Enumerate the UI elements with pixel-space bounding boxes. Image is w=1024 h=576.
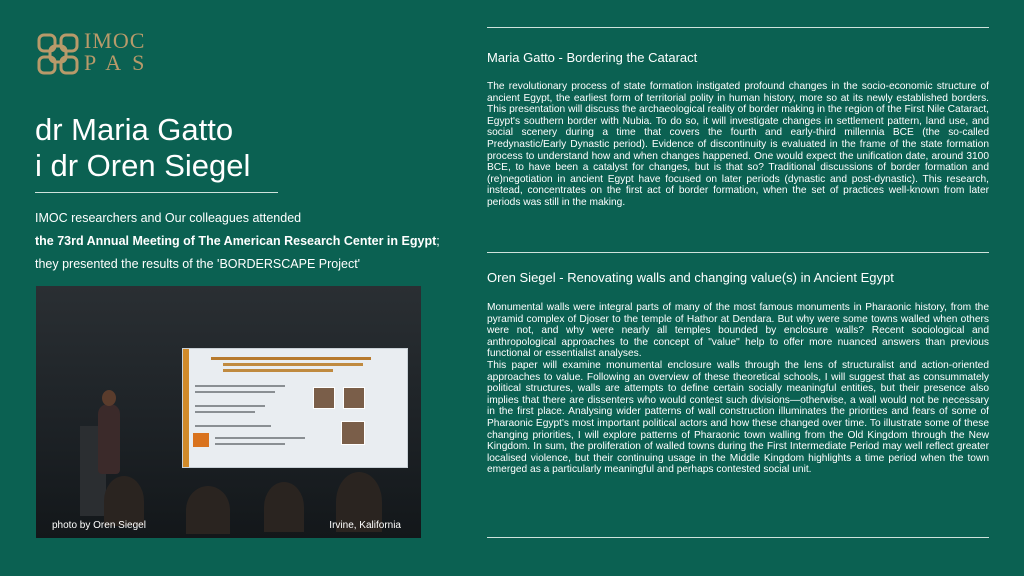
audience-head <box>264 482 304 532</box>
speaker-photo-3 <box>341 421 365 445</box>
section-2-paragraph-2: This paper will examine monumental enclosure walls through the lens of structuralist and action-oriented approaches to value. Following an overview of these theoretical schools, I will suggest that as consummately political structures, walls are attempts to define certain socially meaningful entities, but their presence also implies that there are dissenters who would contest such divisions—otherwise, a wall would not be necessary in the first place. Analysing wider patterns of wall construction illuminates the priorities and fears of some of Pharaonic Egypt's most important political actors and how these changed over time. To illustrate some of these changing priorities, I will explore patterns of Pharaonic town walling from the Old Kingdom through the New Kingdom. In sum, the proliferation of walled towns during the First Intermediate Period may well reflect greater localised violence, but their continuing usage in the Middle Kingdom highlights a time period when the town emerged as a particularly meaningful and perhaps contested social unit. <box>487 359 989 476</box>
intro-line-2-bold: the 73rd Annual Meeting of The American Research Center in Egypt <box>35 234 437 248</box>
conference-photo <box>36 286 421 538</box>
intro-line-1: IMOC researchers and Our colleagues attended <box>35 211 302 225</box>
middle-divider <box>487 252 989 253</box>
section-2-title: Oren Siegel - Renovating walls and changing value(s) in Ancient Egypt <box>487 270 894 285</box>
top-divider <box>487 27 989 28</box>
intro-text <box>35 207 465 276</box>
imoc-pas-logo <box>36 30 176 80</box>
speaker-photo-1 <box>313 387 335 409</box>
photo-credit: photo by Oren Siegel <box>52 520 146 531</box>
section-1-title: Maria Gatto - Bordering the Cataract <box>487 50 698 65</box>
audience-head <box>186 486 230 534</box>
section-2-abstract <box>487 302 989 476</box>
section-1-abstract <box>487 81 989 209</box>
presenters-heading <box>35 112 285 184</box>
presenter-name-2: i dr Oren Siegel <box>35 148 251 183</box>
logo-line-2: PAS <box>84 50 156 75</box>
heading-divider <box>35 192 278 193</box>
knot-pattern-icon <box>36 32 80 76</box>
logo-line-1: IMOC <box>84 28 146 53</box>
intro-line-2-suffix: ; <box>436 234 440 248</box>
photo-location: Irvine, Kalifornia <box>329 520 401 531</box>
speaker-photo-2 <box>343 387 365 409</box>
presenter-name-1: dr Maria Gatto <box>35 112 234 147</box>
bottom-divider <box>487 537 989 538</box>
audience-head <box>104 476 144 526</box>
projection-screen <box>182 348 408 468</box>
intro-line-3: they presented the results of the 'BORDERSCAPE Project' <box>35 257 361 271</box>
section-1-paragraph: The revolutionary process of state formation instigated profound changes in the socio-economic structure of ancient Egypt, the earliest form of territorial polity in human history, more so at its newly established borders. This presentation will discuss the archaeological reality of border making in the region of the First Nile Cataract, Egypt's southern border with Nubia. To do so, it will investigate changes in settlement pattern, land use, and social scenery during a time that covers the fourth and early-third millennia BCE (the so-called Predynastic/Early Dynastic period). Evidence of discontinuity is evaluated in the frame of the state formation process to understand how and when changes happened. One would expect the unification date, around 3100 BCE, to have been a catalyst for changes, but is that so? Traditional discussions of border formation and (re)negotiation in ancient Egypt have focused on later periods (dynastic and post-dynastic). This research, instead, concentrates on the first act of border formation, when the set of practices well-known from later periods was still in the making. <box>487 81 989 208</box>
section-2-paragraph-1: Monumental walls were integral parts of many of the most famous monuments in Pharaonic history, from the pyramid complex of Djoser to the temple of Hathor at Dendara. But why were some towns walled when others were not, and why were nearly all temples bounded by enclosure walls? Recent sociological and anthropological approaches to the concept of "value" help to offer more nuanced answers than previous functional or essentialist analyses. <box>487 302 989 360</box>
speaker-figure <box>98 404 120 474</box>
